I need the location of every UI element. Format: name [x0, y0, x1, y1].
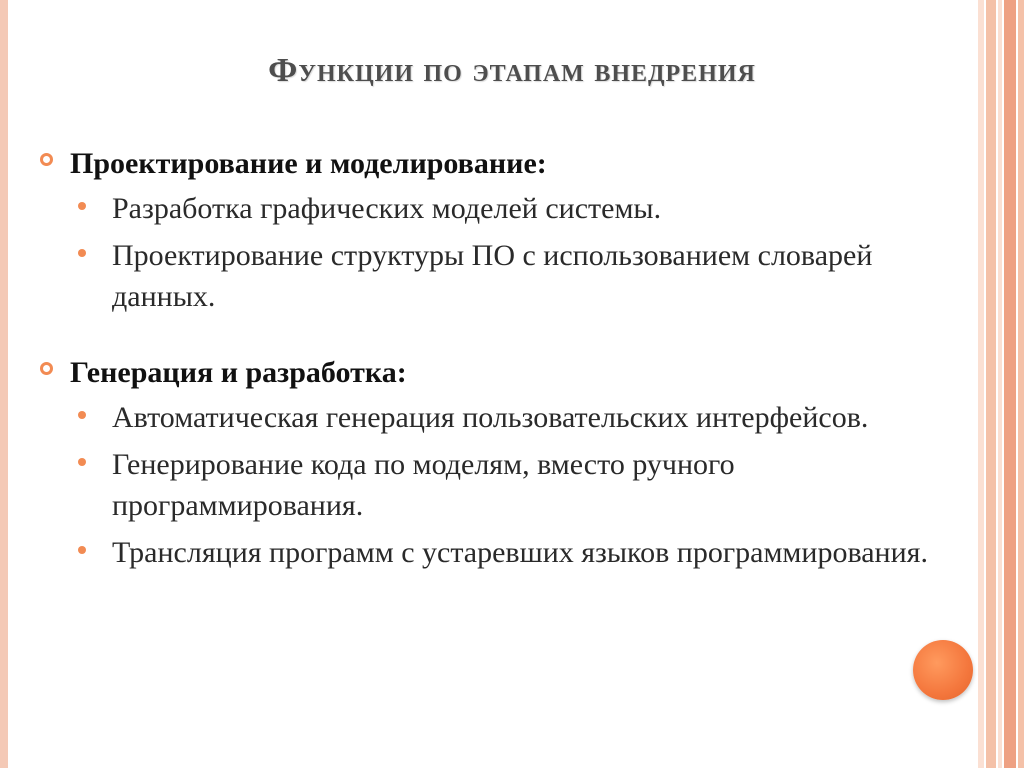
dot-bullet-icon	[78, 249, 86, 257]
section-heading	[40, 353, 940, 393]
section-heading	[40, 144, 940, 184]
section-heading-text: Проектирование и моделирование:	[70, 147, 547, 180]
dot-bullet-icon	[78, 546, 86, 554]
slide-content	[40, 144, 940, 595]
list-item-text: Автоматическая генерация пользовательских интерфейсов.	[112, 401, 869, 434]
stripe	[1004, 0, 1016, 768]
dot-bullet-icon	[78, 411, 86, 419]
list-item-text: Генерирование кода по моделям, вместо ручного программирования.	[112, 448, 735, 522]
list-item-text: Разработка графических моделей системы.	[112, 192, 662, 225]
stripe	[978, 0, 984, 768]
list-item-text: Проектирование структуры ПО с использованием словарей данных.	[112, 239, 873, 313]
left-edge-border	[0, 0, 8, 768]
list-item	[78, 397, 940, 438]
dot-bullet-icon	[78, 202, 86, 210]
list-item	[78, 235, 940, 317]
dot-bullet-icon	[78, 458, 86, 466]
slide-title: Функции по этапам внедрения	[268, 52, 756, 89]
stripe	[986, 0, 996, 768]
right-decorative-stripes	[978, 0, 1024, 768]
section-design	[40, 144, 940, 317]
section-generation	[40, 353, 940, 573]
list-item-text: Трансляция программ с устаревших языков программирования.	[112, 536, 928, 569]
ring-bullet-icon	[40, 362, 53, 375]
list-item	[78, 188, 940, 229]
list-item	[78, 444, 940, 526]
ring-bullet-icon	[40, 153, 53, 166]
orange-circle-orb-icon	[913, 640, 973, 700]
list-item	[78, 532, 940, 573]
section-heading-text: Генерация и разработка:	[70, 356, 407, 389]
stripe	[998, 0, 1002, 768]
stripe	[1018, 0, 1024, 768]
